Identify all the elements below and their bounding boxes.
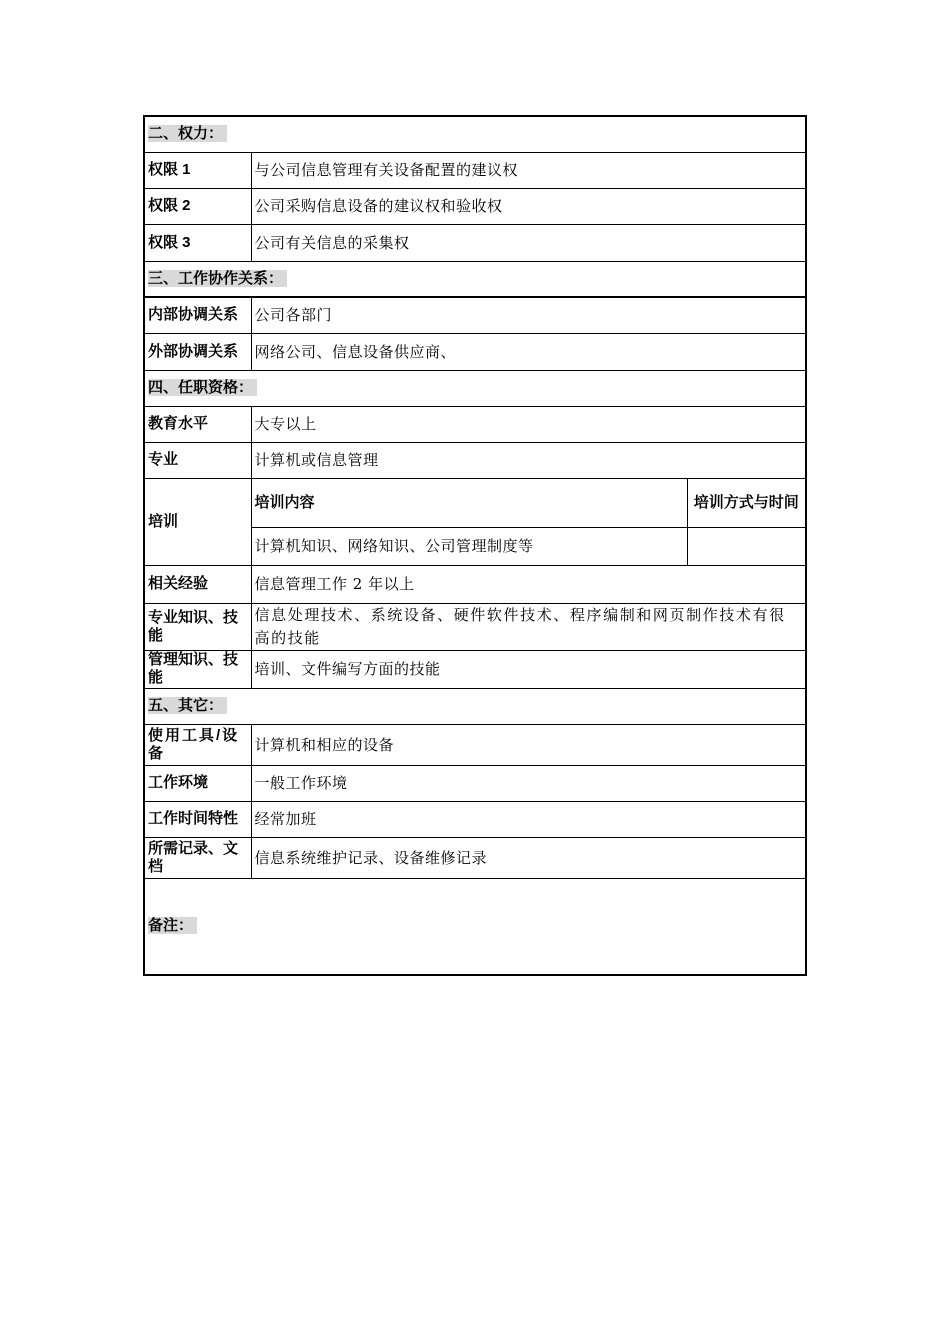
table-row (145, 442, 805, 478)
row-value: 一般工作环境 (251, 765, 805, 801)
row-value: 与公司信息管理有关设备配置的建议权 (251, 152, 805, 188)
row-value: 计算机或信息管理 (251, 442, 805, 478)
training-content-header: 培训内容 (251, 478, 687, 527)
row-label: 所需记录、文档 (145, 837, 251, 878)
notes-title: 备注： (148, 917, 197, 934)
row-label: 相关经验 (145, 565, 251, 603)
form-table (145, 117, 805, 975)
row-value: 公司采购信息设备的建议权和验收权 (251, 188, 805, 224)
row-value: 公司有关信息的采集权 (251, 224, 805, 261)
table-row (145, 650, 805, 688)
notes-row (145, 878, 805, 974)
row-value: 信息系统维护记录、设备维修记录 (251, 837, 805, 878)
row-label: 工作时间特性 (145, 801, 251, 837)
row-label: 权限 2 (145, 188, 251, 224)
section-cooperation-header (145, 261, 805, 297)
row-label: 权限 3 (145, 224, 251, 261)
section-other-header (145, 688, 805, 724)
row-label: 使用工具/设备 (145, 724, 251, 765)
table-row (145, 297, 805, 333)
training-method (687, 527, 805, 565)
row-label: 教育水平 (145, 406, 251, 442)
row-label: 外部协调关系 (145, 333, 251, 370)
training-content: 计算机知识、网络知识、公司管理制度等 (251, 527, 687, 565)
section-title: 三、工作协作关系： (148, 270, 287, 287)
row-value: 信息管理工作 2 年以上 (251, 565, 805, 603)
table-row (145, 603, 805, 650)
table-row (145, 565, 805, 603)
table-row (145, 188, 805, 224)
row-label: 工作环境 (145, 765, 251, 801)
row-value: 计算机和相应的设备 (251, 724, 805, 765)
section-title: 四、任职资格： (148, 379, 257, 396)
row-label: 管理知识、技能 (145, 650, 251, 688)
row-value: 信息处理技术、系统设备、硬件软件技术、程序编制和网页制作技术有很高的技能 (251, 603, 805, 650)
table-row (145, 224, 805, 261)
job-description-form (143, 115, 807, 976)
section-power-header (145, 117, 805, 152)
row-label: 专业 (145, 442, 251, 478)
row-label: 内部协调关系 (145, 297, 251, 333)
row-value: 经常加班 (251, 801, 805, 837)
row-value: 培训、文件编写方面的技能 (251, 650, 805, 688)
training-header-row (145, 478, 805, 527)
section-qualification-header (145, 370, 805, 406)
table-row (145, 724, 805, 765)
table-row (145, 333, 805, 370)
table-row (145, 152, 805, 188)
table-row (145, 801, 805, 837)
row-label: 培训 (145, 478, 251, 565)
row-value: 公司各部门 (251, 297, 805, 333)
row-value: 网络公司、信息设备供应商、 (251, 333, 805, 370)
row-value: 大专以上 (251, 406, 805, 442)
section-title: 五、其它： (148, 697, 227, 714)
row-label: 权限 1 (145, 152, 251, 188)
training-method-header: 培训方式与时间 (687, 478, 805, 527)
table-row (145, 837, 805, 878)
table-row (145, 406, 805, 442)
section-title: 二、权力： (148, 125, 227, 142)
table-row (145, 765, 805, 801)
row-label: 专业知识、技能 (145, 603, 251, 650)
